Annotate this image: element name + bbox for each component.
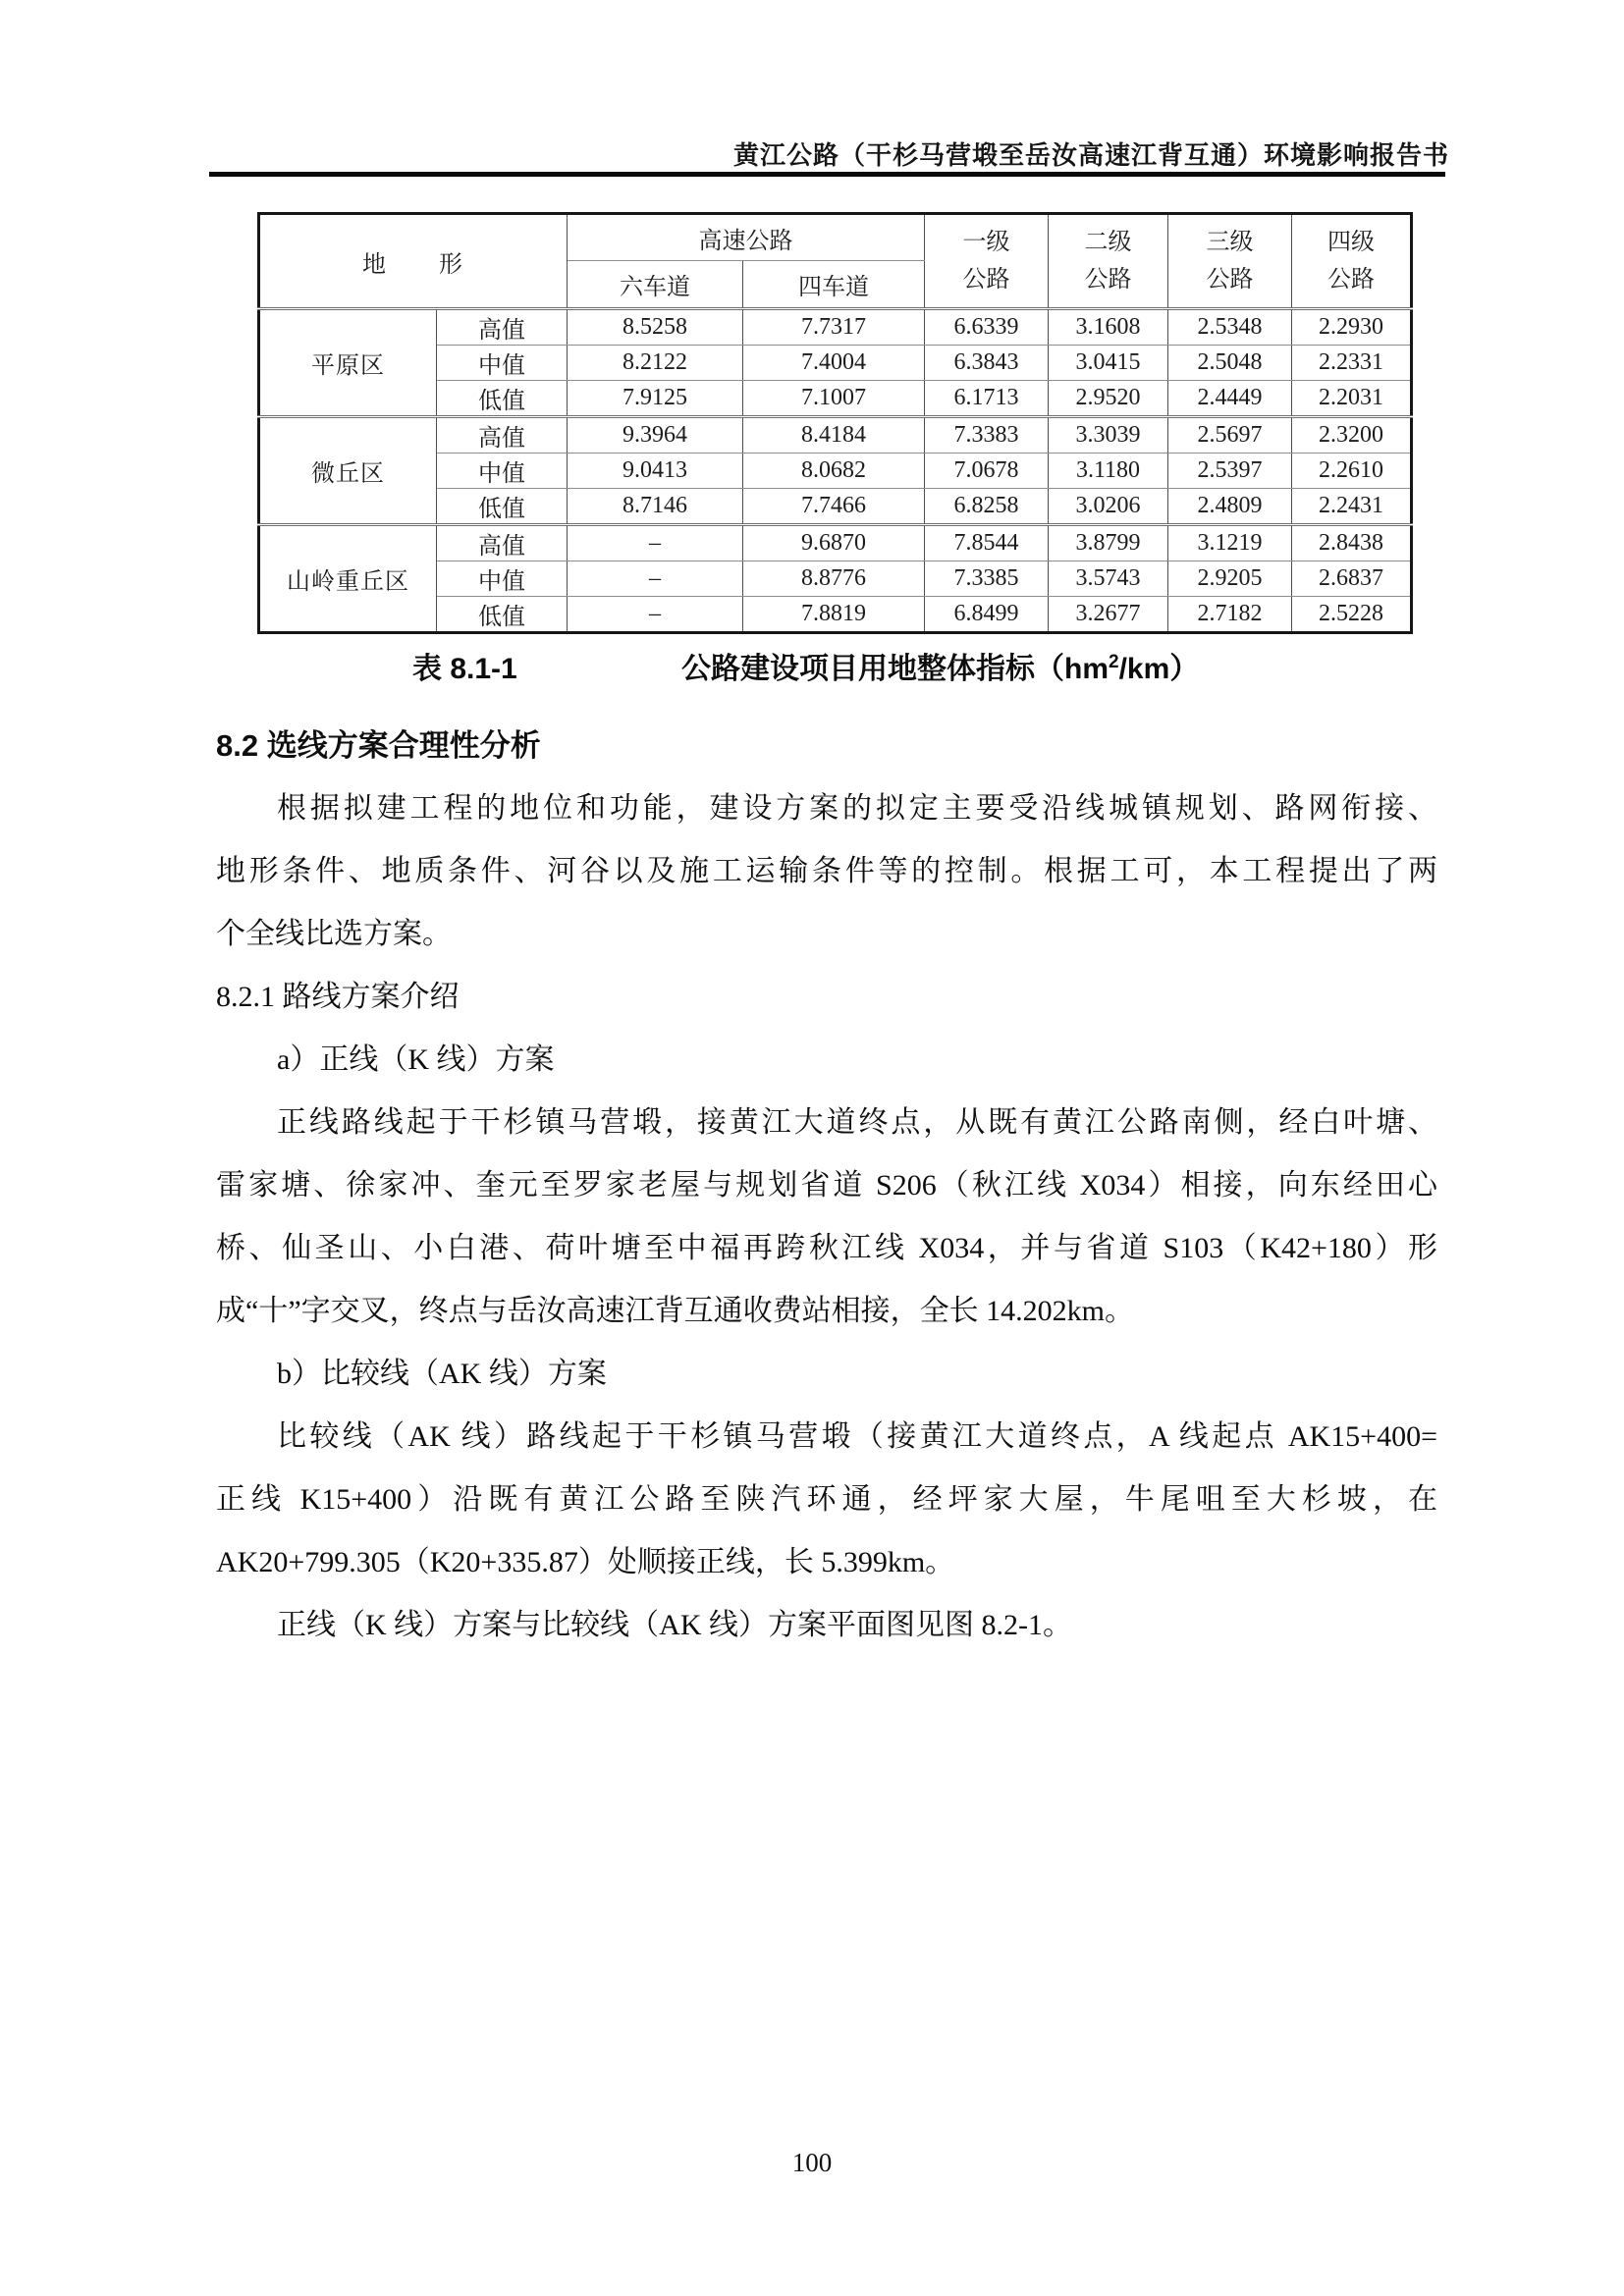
value-cell: 2.5048 (1168, 346, 1292, 381)
text-line: 地形条件、地质条件、河谷以及施工运输条件等的控制。根据工可，本工程提出了两 (216, 855, 1437, 887)
text-line: 比较线（AK 线）路线起于干杉镇马营塅（接黄江大道终点，A 线起点 AK15+400= (277, 1420, 1437, 1453)
value-cell: 3.1608 (1049, 309, 1168, 346)
text-line: 正线 K15+400）沿既有黄江公路至陕汽环通，经坪家大屋，牛尾咀至大杉坡，在 (216, 1483, 1437, 1516)
table-row (259, 525, 1412, 561)
grade4-line1: 四级 (1327, 230, 1375, 255)
caption-tail: /km） (1118, 653, 1200, 685)
terrain-cell: 山岭重丘区 (259, 525, 437, 633)
stat-label-cell: 高值 (437, 309, 568, 346)
value-cell: 8.7146 (568, 489, 743, 525)
value-cell: 2.8438 (1292, 525, 1412, 561)
table-body (259, 309, 1412, 633)
item-b-heading: b）比较线（AK 线）方案 (277, 1358, 607, 1390)
value-cell: 2.3200 (1292, 417, 1412, 454)
paragraph-2 (216, 1092, 1437, 1343)
value-cell: 7.4004 (743, 346, 925, 381)
running-header: 黄江公路（干杉马营塅至岳汝高速江背互通）环境影响报告书 (732, 141, 1449, 170)
value-cell: 2.5397 (1168, 454, 1292, 489)
value-cell: 7.8819 (743, 597, 925, 633)
table-caption-text (681, 644, 1199, 687)
grade3-line1: 三级 (1206, 230, 1254, 255)
text-line: 正线路线起于干杉镇马营塅，接黄江大道终点，从既有黄江公路南侧，经白叶塘、 (277, 1106, 1437, 1139)
text-line: 正线（K 线）方案与比较线（AK 线）方案平面图见图 8.2-1。 (277, 1609, 1072, 1641)
grade4-line2: 公路 (1327, 267, 1375, 293)
value-cell: 3.8799 (1049, 525, 1168, 561)
landuse-table (257, 212, 1413, 634)
value-cell: 2.2331 (1292, 346, 1412, 381)
section-heading-8-2: 8.2 选线方案合理性分析 (216, 728, 541, 763)
landuse-table-wrap (257, 212, 1413, 634)
stat-label-cell: 中值 (437, 561, 568, 597)
stat-label-cell: 高值 (437, 417, 568, 454)
body-text (216, 715, 1437, 1657)
value-cell: 8.0682 (743, 454, 925, 489)
grade2-header-cell (1049, 214, 1168, 309)
value-cell: 2.5697 (1168, 417, 1292, 454)
paragraph-3 (216, 1406, 1437, 1594)
value-cell: 2.6837 (1292, 561, 1412, 597)
stat-label-cell: 中值 (437, 454, 568, 489)
grade2-line2: 公路 (1084, 267, 1132, 293)
value-cell: 2.7182 (1168, 597, 1292, 633)
stat-label-cell: 低值 (437, 489, 568, 525)
grade1-line1: 一级 (962, 230, 1010, 255)
value-cell: 2.9520 (1049, 381, 1168, 417)
value-cell: 6.6339 (925, 309, 1049, 346)
table-header (259, 214, 1412, 309)
value-cell: 2.4809 (1168, 489, 1292, 525)
stat-label-cell: 中值 (437, 346, 568, 381)
table-row (259, 417, 1412, 454)
value-cell: 9.6870 (743, 525, 925, 561)
value-cell: 3.5743 (1049, 561, 1168, 597)
value-cell: 3.1219 (1168, 525, 1292, 561)
table-row (259, 309, 1412, 346)
terrain-cell: 微丘区 (259, 417, 437, 525)
text-line: 个全线比选方案。 (216, 918, 452, 950)
value-cell: 6.3843 (925, 346, 1049, 381)
item-a-heading: a）正线（K 线）方案 (277, 1043, 555, 1076)
value-cell: 2.5228 (1292, 597, 1412, 633)
value-cell: 2.2930 (1292, 309, 1412, 346)
stat-label-cell: 低值 (437, 597, 568, 633)
six-lane-header-cell: 六车道 (568, 261, 743, 309)
caption-superscript: 2 (1109, 652, 1119, 672)
value-cell: 7.0678 (925, 454, 1049, 489)
grade3-line2: 公路 (1206, 267, 1254, 293)
value-cell: 7.9125 (568, 381, 743, 417)
value-cell: 3.1180 (1049, 454, 1168, 489)
value-cell: 6.8499 (925, 597, 1049, 633)
value-cell: 2.4449 (1168, 381, 1292, 417)
value-cell: 2.2610 (1292, 454, 1412, 489)
terrain-header-cell: 地 形 (259, 214, 568, 309)
section-heading-8-2-1: 8.2.1 路线方案介绍 (216, 981, 460, 1013)
value-cell: – (568, 561, 743, 597)
terrain-cell: 平原区 (259, 309, 437, 417)
value-cell: 3.0415 (1049, 346, 1168, 381)
value-cell: 8.4184 (743, 417, 925, 454)
grade1-header-cell (925, 214, 1049, 309)
value-cell: 8.5258 (568, 309, 743, 346)
four-lane-header-cell: 四车道 (743, 261, 925, 309)
value-cell: 2.2031 (1292, 381, 1412, 417)
text-line: 成“十”字交叉，终点与岳汝高速江背互通收费站相接，全长 14.202km。 (216, 1295, 1134, 1327)
value-cell: 6.1713 (925, 381, 1049, 417)
grade1-line2: 公路 (962, 267, 1010, 293)
table-caption (211, 638, 1435, 689)
page-number: 100 (791, 2148, 833, 2177)
value-cell: 8.8776 (743, 561, 925, 597)
value-cell: 7.7317 (743, 309, 925, 346)
text-line: 雷家塘、徐家冲、奎元至罗家老屋与规划省道 S206（秋江线 X034）相接，向东经田心 (216, 1169, 1437, 1201)
table-caption-label: 表 8.1-1 (412, 653, 517, 685)
text-line: 桥、仙圣山、小白港、荷叶塘至中福再跨秋江线 X034，并与省道 S103（K42+180）形 (216, 1232, 1437, 1264)
text-line: AK20+799.305（K20+335.87）处顺接正线，长 5.399km。 (216, 1546, 955, 1578)
value-cell: 7.3385 (925, 561, 1049, 597)
value-cell: 3.0206 (1049, 489, 1168, 525)
caption-pre: 公路建设项目用地整体指标（hm (681, 653, 1109, 685)
value-cell: 2.2431 (1292, 489, 1412, 525)
grade2-line1: 二级 (1084, 230, 1132, 255)
value-cell: 2.9205 (1168, 561, 1292, 597)
value-cell: – (568, 597, 743, 633)
header-rule (209, 172, 1445, 177)
paragraph-4 (216, 1594, 1437, 1657)
value-cell: – (568, 525, 743, 561)
expressway-header-cell: 高速公路 (568, 214, 925, 261)
value-cell: 8.2122 (568, 346, 743, 381)
grade3-header-cell (1168, 214, 1292, 309)
value-cell: 7.8544 (925, 525, 1049, 561)
text-line: 根据拟建工程的地位和功能，建设方案的拟定主要受沿线城镇规划、路网衔接、 (277, 792, 1437, 825)
value-cell: 9.3964 (568, 417, 743, 454)
paragraph-1 (216, 777, 1437, 966)
value-cell: 7.3383 (925, 417, 1049, 454)
stat-label-cell: 低值 (437, 381, 568, 417)
value-cell: 7.1007 (743, 381, 925, 417)
value-cell: 3.2677 (1049, 597, 1168, 633)
value-cell: 2.5348 (1168, 309, 1292, 346)
value-cell: 9.0413 (568, 454, 743, 489)
stat-label-cell: 高值 (437, 525, 568, 561)
value-cell: 3.3039 (1049, 417, 1168, 454)
value-cell: 6.8258 (925, 489, 1049, 525)
grade4-header-cell (1292, 214, 1412, 309)
value-cell: 7.7466 (743, 489, 925, 525)
